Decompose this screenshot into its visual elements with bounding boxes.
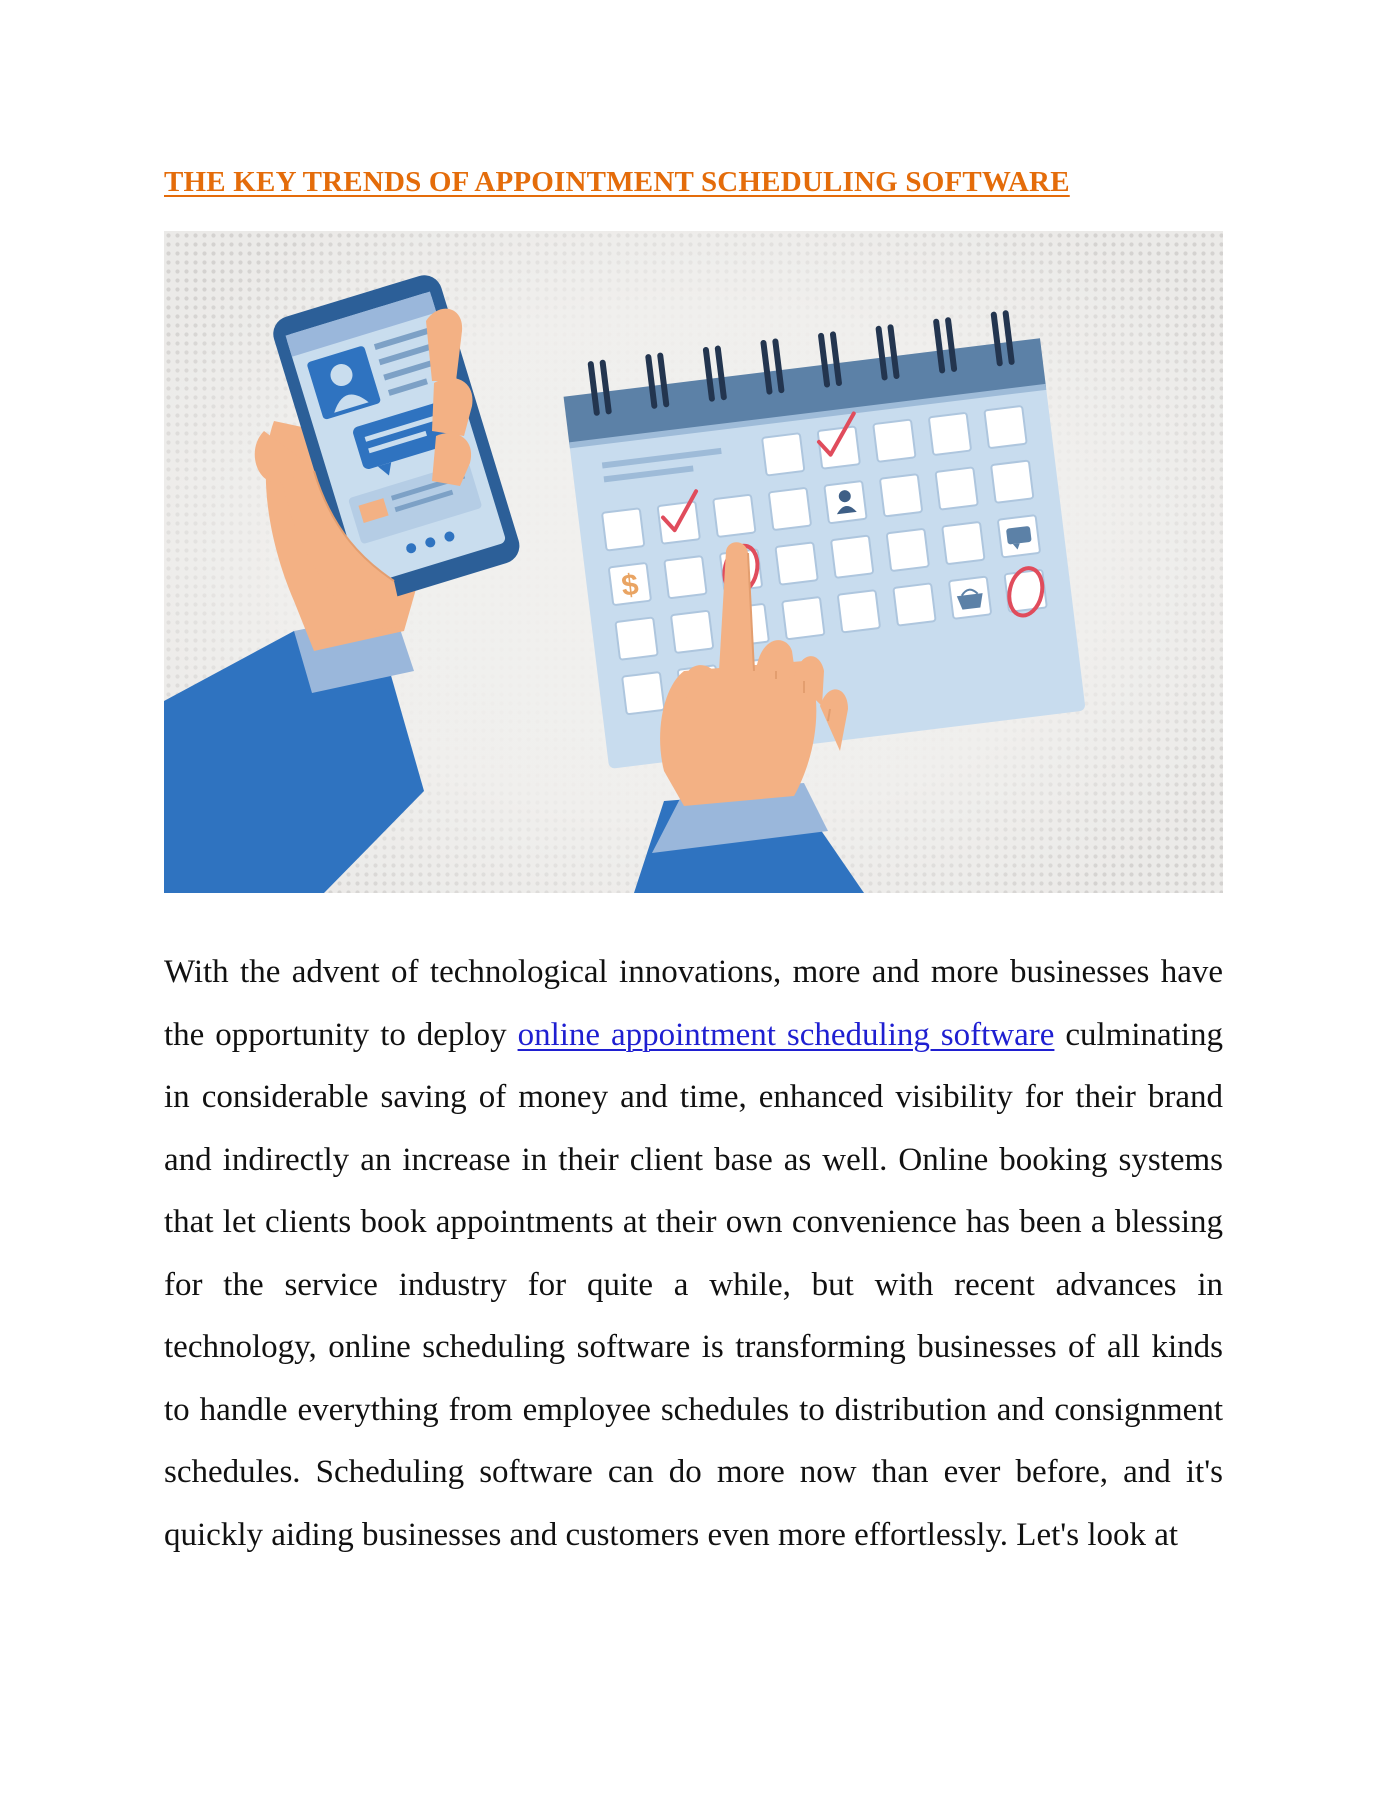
paragraph-text-after-link: culminating in considerable saving of money and time, enhanced visibility for their brand and indirectly an increase in their client base as well. Online booking systems that let clients book appointments at their own convenience has been a blessing for the service industry for quite a while, but with recent advances in technology, online scheduling software is transforming businesses of all kinds to handle everything from employee schedules to distribution and consignment schedules. Scheduling software can do more now than ever before, and it's quickly aiding businesses and customers even more effortlessly. Let's look at <box>164 1016 1223 1553</box>
scheduling-software-link[interactable]: online appointment scheduling software <box>517 1016 1055 1053</box>
hero-illustration <box>164 231 1223 893</box>
paragraph-text-before-link: With the advent of technological innovations, more and more businesses have the opportunity to deploy <box>164 954 1223 1053</box>
scheduling-illustration <box>164 231 1223 893</box>
page-title: THE KEY TRENDS OF APPOINTMENT SCHEDULING SOFTWARE <box>164 166 1070 198</box>
intro-paragraph <box>164 941 1223 1566</box>
dollar-sign-icon: $ <box>619 568 641 603</box>
